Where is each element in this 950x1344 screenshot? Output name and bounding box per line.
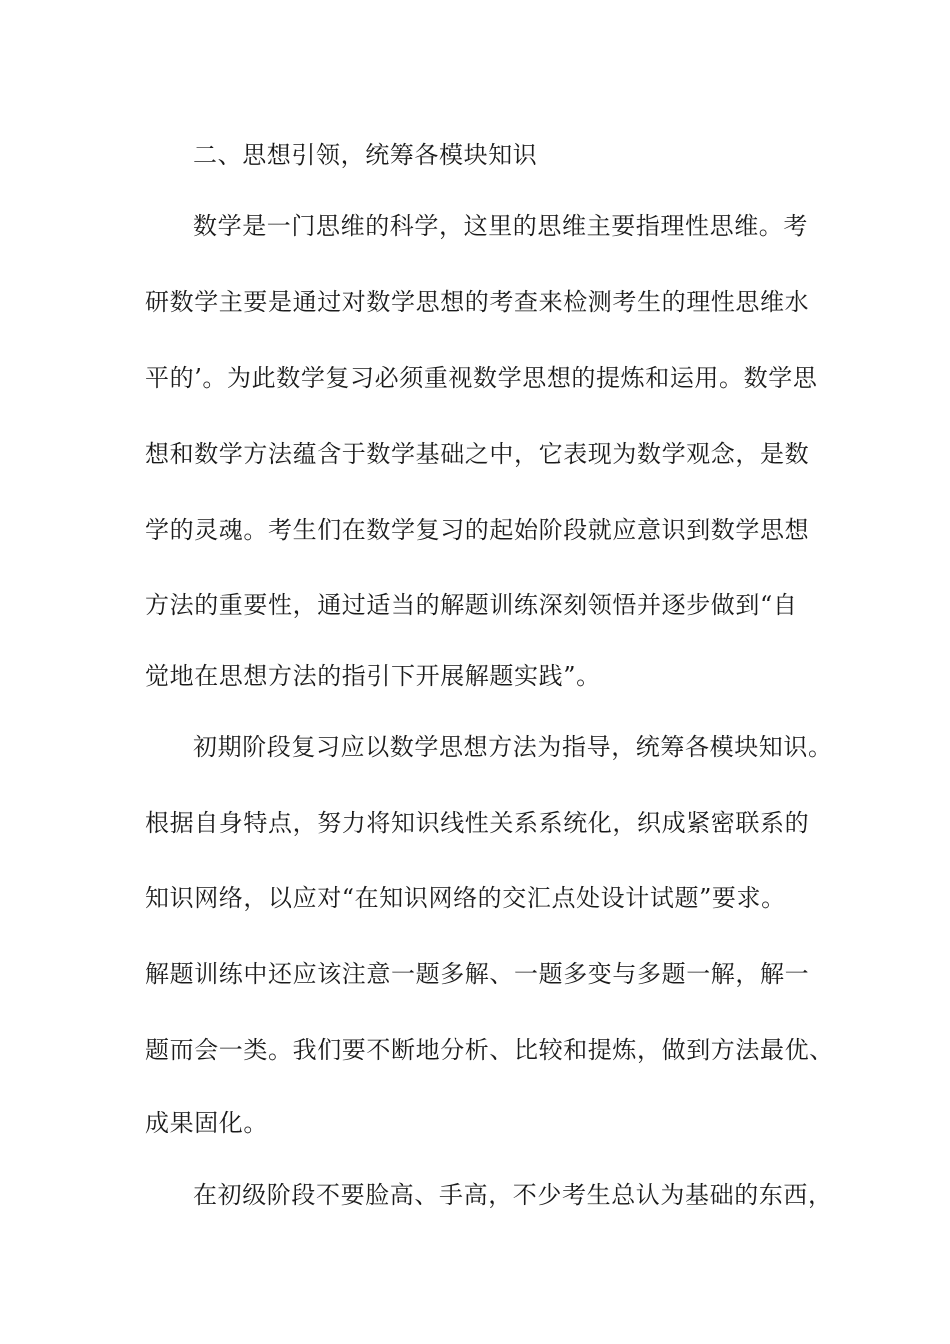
paragraph-2-line-2: 根据自身特点，努力将知识线性关系系统化，织成紧密联系的 [145, 809, 810, 837]
paragraph-1-line-2: 研数学主要是通过对数学思想的考查来检测考生的理性思维水 [145, 288, 810, 316]
paragraph-1-line-4: 想和数学方法蕴含于数学基础之中，它表现为数学观念，是数 [145, 440, 810, 468]
paragraph-2-line-6: 成果固化。 [145, 1109, 268, 1137]
paragraph-1-line-1: 数学是一门思维的科学，这里的思维主要指理性思维。考 [193, 212, 808, 240]
paragraph-1-line-7: 觉地在思想方法的指引下开展解题实践”。 [145, 662, 601, 690]
paragraph-3-line-1: 在初级阶段不要脸高、手高，不少考生总认为基础的东西， [193, 1181, 833, 1209]
paragraph-1-line-6: 方法的重要性，通过适当的解题训练深刻领悟并逐步做到“自 [145, 591, 798, 619]
paragraph-1-line-3: 平的’。为此数学复习必须重视数学思想的提炼和运用。数学思 [145, 364, 818, 392]
section-heading: 二、思想引领，统筹各模块知识 [193, 141, 538, 169]
paragraph-2-line-4: 解题训练中还应该注意一题多解、一题多变与多题一解，解一 [145, 960, 810, 988]
paragraph-2-line-1: 初期阶段复习应以数学思想方法为指导，统筹各模块知识。 [193, 733, 833, 761]
paragraph-2-line-3: 知识网络，以应对“在知识网络的交汇点处设计试题”要求。 [145, 884, 786, 912]
paragraph-2-line-5: 题而会一类。我们要不断地分析、比较和提炼，做到方法最优、 [145, 1036, 834, 1064]
paragraph-1-line-5: 学的灵魂。考生们在数学复习的起始阶段就应意识到数学思想 [145, 516, 810, 544]
